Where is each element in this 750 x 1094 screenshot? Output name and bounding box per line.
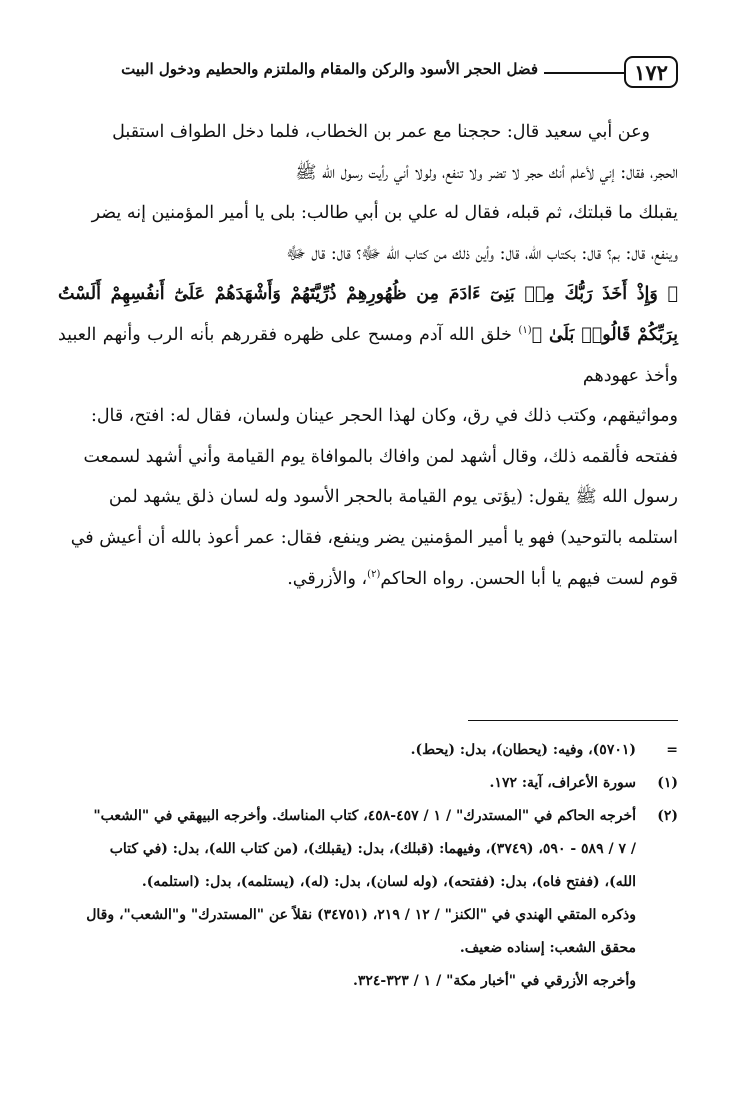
body-line: رسول الله ﷺ يقول: (يؤتى يوم القيامة بالحجر الأسود وله لسان ذلق يشهد لمن <box>108 487 678 508</box>
body-line: وعن أبي سعيد قال: حججنا مع عمر بن الخطاب، فلما دخل الطواف استقبل <box>112 122 650 142</box>
footnote-continued <box>58 734 678 767</box>
footnote-2 <box>58 800 678 833</box>
chapter-title: فضل الحجر الأسود والركن والمقام والملتزم والحطيم ودخول البيت <box>121 60 538 78</box>
footnote-separator <box>468 720 678 721</box>
body-line: ففتحه فألقمه ذلك، وقال أشهد لمن وافاك بالموافاة يوم القيامة وأني أشهد لسمعت <box>83 446 678 467</box>
body-line: ومواثيقهم، وكتب ذلك في رق، وكان لهذا الحجر عينان ولسان، فقال له: افتح، قال: <box>90 406 678 427</box>
footnote-2-line: محقق الشعب: إسناده ضعيف. <box>459 940 636 956</box>
header-rule <box>544 72 624 74</box>
quran-verse-line <box>58 274 678 396</box>
footnote-text: (٥٧٠١)، وفيه: (يحطان)، بدل: (يحط). <box>410 742 636 758</box>
body-line: الحجر، فقال: إني لأعلم أنك حجر لا تضر ولا تنفع، ولولا أني رأيت رسول الله ﷺ <box>295 162 678 183</box>
footnote-2-line: وذكره المتقي الهندي في "الكنز" / ١٢ / ٢١٩، (٣٤٧٥١) نقلاً عن "المستدرك" و"الشعب"، وقال <box>86 907 636 923</box>
footnote-ref-2: (٢) <box>367 568 381 580</box>
body-line: وينفع، قال: بم؟ قال: بكتاب الله، قال: وأين ذلك من كتاب الله ﷻ؟ قال: قال ﷻ <box>286 243 678 264</box>
footnote-2-line: وأخرجه الأزرقي في "أخبار مكة" / ١ / ٣٢٣-٣٢٤. <box>352 973 636 989</box>
page-number: ١٧٢ <box>624 56 678 88</box>
main-text <box>58 112 678 599</box>
body-line-fragment: ، والأزرقي. <box>287 568 368 589</box>
footnote-label: (١) <box>657 775 678 791</box>
body-line-fragment: قوم لست فيهم يا أبا الحسن. رواه الحاكم <box>380 568 678 589</box>
body-line-last <box>58 559 678 600</box>
footnote-ref-1: (١) <box>518 325 532 337</box>
footnote-2-line: الله)، (ففتح فاه)، بدل: (ففتحه)، (وله لسان)، بدل: (له)، (يستلمه)، بدل: (استلمه). <box>141 874 636 890</box>
footnote-text: سورة الأعراف، آية: ١٧٢. <box>489 775 636 791</box>
body-line: استلمه بالتوحيد) فهو يا أمير المؤمنين يضر وينفع، فقال: عمر أعوذ بالله أن أعيش في <box>70 527 678 548</box>
page-header <box>58 56 678 92</box>
footnote-text: أخرجه الحاكم في "المستدرك" / ١ / ٤٥٧-٤٥٨، كتاب المناسك. وأخرجه البيهقي في "الشعب" <box>93 808 636 824</box>
quran-verse: ﴿ وَإِذْ أَخَذَ رَبُّكَ مِنۢ بَنِىٓ ءَادَمَ مِن ظُهُورِهِمْ ذُرِّيَّتَهُمْ وَأَشْهَدَهُمْ عَلَىٰٓ أَنفُسِهِمْ أَلَسْتُ بِرَبِّكُمْ قَالُوا۟ بَلَىٰ ﴾ <box>58 284 678 345</box>
footnote-label: = <box>666 742 678 758</box>
footnote-2-line: / ٧ / ٥٨٩ - ٥٩٠، (٣٧٤٩)، وفيهما: (قبلك)، بدل: (يقبلك)، (من كتاب الله)، بدل: (في كتاب <box>109 841 636 857</box>
footnote-1 <box>58 767 678 800</box>
footnote-label: (٢) <box>657 808 678 824</box>
footnotes <box>58 734 678 998</box>
body-line-fragment: خلق الله آدم ومسح على ظهره فقررهم بأنه الرب وأنهم العبيد وأخذ عهودهم <box>58 324 678 386</box>
body-line: يقبلك ما قبلتك، ثم قبله، فقال له علي بن أبي طالب: بلى يا أمير المؤمنين إنه يضر <box>91 203 678 224</box>
